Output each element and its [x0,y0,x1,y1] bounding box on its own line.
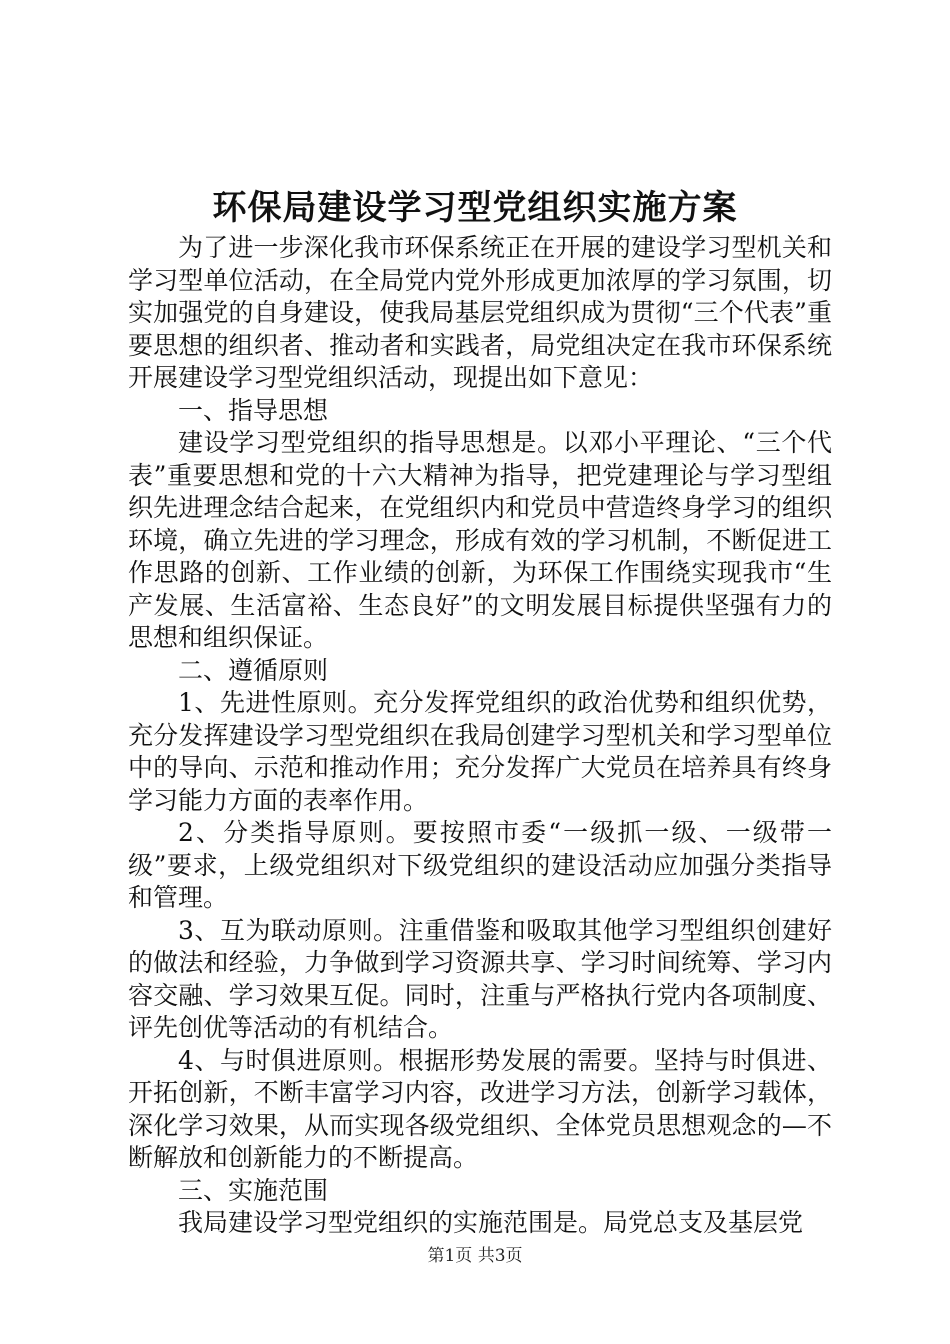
intro-paragraph: 为了进一步深化我市环保系统正在开展的建设学习型机关和学习型单位活动，在全局党内党外形成更加浓厚的学习氛围，切实加强党的自身建设，使我局基层党组织成为贯彻“三个代表”重要思想的组织者、推动者和实践者，局党组决定在我市环保系统开展建设学习型党组织活动，现提出如下意见： [128,233,832,392]
section-heading-principles: 二、遵循原则 [178,655,329,685]
section-heading-scope: 三、实施范围 [178,1175,329,1205]
section-heading-guiding-ideology: 一、指导思想 [178,395,329,425]
principle-1-paragraph: 1、先进性原则。充分发挥党组织的政治优势和组织优势，充分发挥建设学习型党组织在我局创建学习型机关和学习型单位中的导向、示范和推动作用；充分发挥广大党员在培养具有终身学习能力方面的表率作用。 [128,688,832,815]
scope-paragraph: 我局建设学习型党组织的实施范围是。局党总支及基层党 [178,1208,804,1237]
document-title: 环保局建设学习型党组织实施方案 [212,188,738,228]
document-body [128,232,832,1240]
principle-4-paragraph: 4、与时俱进原则。根据形势发展的需要。坚持与时俱进、开拓创新，不断丰富学习内容，改进学习方法，创新学习载体，深化学习效果，从而实现各级党组织、全体党员思想观念的—不断解放和创新能力的不断提高。 [128,1045,832,1172]
guiding-ideology-paragraph: 建设学习型党组织的指导思想是。以邓小平理论、“三个代表”重要思想和党的十六大精神为指导，把党建理论与学习型组织先进理念结合起来，在党组织内和党员中营造终身学习的组织环境，确立先进的学习理念，形成有效的学习机制，不断促进工作思路的创新、工作业绩的创新，为环保工作围绕实现我市“生产发展、生活富裕、生态良好”的文明发展目标提供坚强有力的思想和组织保证。 [128,428,832,652]
principle-2-paragraph: 2、分类指导原则。要按照市委“一级抓一级、一级带一级”要求，上级党组织对下级党组织的建设活动应加强分类指导和管理。 [128,818,832,912]
page-number-footer: 第1页 共3页 [427,1246,523,1266]
principle-3-paragraph: 3、互为联动原则。注重借鉴和吸取其他学习型组织创建好的做法和经验，力争做到学习资源共享、学习时间统筹、学习内容交融、学习效果互促。同时，注重与严格执行党内各项制度、评先创优等活动的有机结合。 [128,915,832,1042]
